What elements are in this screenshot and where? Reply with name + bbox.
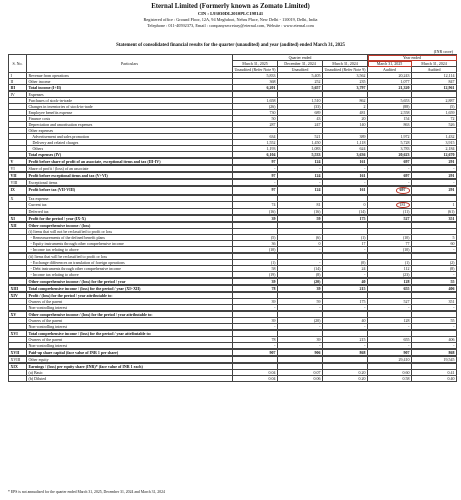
row-value: (6) [278,235,323,241]
row-value: 154 [368,116,412,122]
row-value: 1,972 [368,134,412,140]
row-value-cell [368,187,412,195]
circled-value: 697 [396,187,410,194]
row-value: 215 [323,337,368,343]
row-label: (ii) Items that will be reclassified to profit or loss [27,254,233,260]
row-value: 0.20 [323,376,368,382]
row-value: 39 [233,216,278,222]
row-value: 1,193 [233,146,278,152]
row-value: 12,114 [412,73,457,79]
row-value: 1,083 [278,146,323,152]
row-label: - Debt instruments through other comprehensive income [27,266,233,272]
row-label: Share of profit / (loss) of an associate [27,166,233,172]
row-value: 175 [323,216,368,222]
row-value: 6,201 [233,85,278,91]
row-label: Other expenses [27,128,233,134]
row-value: 1,118 [323,140,368,146]
col-status: Unaudited (Refer Note 9) [233,67,278,73]
results-rows [9,73,457,382]
row-value: 0.04 [233,376,278,382]
row-value-cell [368,201,412,209]
row-value: 1,450 [278,140,323,146]
row-value: 0.04 [233,370,278,376]
row-label: Non-controlling interest [27,343,233,349]
quarter-ended-header: Quarter ended [233,55,368,61]
row-number: I [9,73,27,79]
row-label: Depreciation and amortisation expenses [27,122,233,128]
row-value: 161 [323,159,368,165]
row-value: 175 [323,299,368,305]
row-value: 527 [368,216,412,222]
row-value: 12,961 [412,85,457,91]
row-value: 868 [412,350,457,356]
row-value: (5) [412,104,457,110]
row-value: 2,558 [368,110,412,116]
row-label: Total income (I+II) [27,85,233,91]
row-value: 0.07 [278,370,323,376]
row-label: Total comprehensive income / (loss) for the period / year attributable to: [27,331,233,337]
row-value: 5,833 [233,73,278,79]
row-value: 39 [278,337,323,343]
row-label: Other equity [27,357,233,363]
row-number: V [9,159,27,165]
row-value: 5,728 [368,140,412,146]
row-value: 481 [323,110,368,116]
row-value: - [323,180,368,186]
row-value: 59 [278,299,323,305]
row-value: (10) [368,247,412,253]
row-value: 389 [323,134,368,140]
row-value: 39 [233,299,278,305]
row-label: - Exchange differences on translation of foreign operations [27,260,233,266]
row-label: Owners of the parent [27,337,233,343]
row-value: 12,670 [412,152,457,158]
row-label: (b) Diluted [27,376,233,382]
row-value: (33) [278,104,323,110]
row-value: (16) [233,209,278,215]
row-value: - [323,247,368,253]
row-label: Non-controlling interest [27,324,233,330]
row-label: Total expenses (IV) [27,152,233,158]
row-value: - [278,166,323,172]
row-value: - [412,305,457,311]
statement-title: Statement of consolidated financial results for the quarter (unaudited) and year (audited) ended March 31, 2025 [116,43,345,48]
row-value: 60 [412,241,457,247]
row-value: 1,659 [412,110,457,116]
col-date: March 31, 2024 [323,61,368,67]
row-value: 124 [278,159,323,165]
row-value: 128 [368,318,412,324]
row-value: 1,432 [412,134,457,140]
row-value: 368 [233,79,278,85]
row-value: 1,077 [368,79,412,85]
row-value: (8) [278,272,323,278]
row-value: - [412,324,457,330]
row-value: - [323,166,368,172]
row-value: 3,797 [323,85,368,91]
row-value: 124 [278,173,323,179]
row-value: 3,783 [368,146,412,152]
footnote: * EPS is not annualised for the quarter ended March 31, 2025, December 31, 2024 and March 31, 2024 [8,490,165,494]
row-value: 235 [323,79,368,85]
row-value: 17 [323,241,368,247]
row-value: 689 [278,110,323,116]
row-value: 5,533 [278,152,323,158]
row-value: (88) [368,104,412,110]
row-value: 1,658 [233,98,278,104]
row-value: - [412,166,457,172]
row-value: 0.40 [412,376,457,382]
row-number: VI [9,166,27,172]
row-value: 20,623 [368,152,412,158]
col-status: Unaudited [278,67,323,73]
row-value: 291 [412,187,457,195]
row-value: 406 [412,337,457,343]
row-value: 730 [233,110,278,116]
row-number: IX [9,187,27,195]
row-value: (61) [412,209,457,215]
row-label: Non-controlling interest [27,305,233,311]
row-value: 0 [323,201,368,209]
row-value: 29,410 [368,357,412,363]
table-row [9,187,457,195]
row-label: Other income [27,79,233,85]
row-number: III [9,85,27,91]
row-number: XII [9,223,27,229]
row-value: 906 [278,350,323,356]
row-value: 526 [412,122,457,128]
row-number: X [9,195,27,201]
row-value: 634 [233,134,278,140]
row-value: 97 [233,173,278,179]
row-label: - Equity instruments through other comprehensive income [27,241,233,247]
row-label: Deferred tax [27,209,233,215]
row-value: 527 [368,299,412,305]
row-value: 24 [323,266,368,272]
row-value: 40 [323,318,368,324]
row-value: 351 [412,299,457,305]
row-value: - [233,324,278,330]
row-label: Profit for the period / year (IX-X) [27,216,233,222]
row-value: 5,405 [278,73,323,79]
row-label: Current tax [27,201,233,209]
row-label: Earnings / (loss) per equity share (INR)* (face value of INR 1 each) [27,364,233,370]
row-value: 77 [368,241,412,247]
row-value: (23) [368,272,412,278]
row-label: - Remeasurements of the defined benefit plans [27,235,233,241]
row-value: - [278,305,323,311]
row-number: XVIII [9,357,27,363]
row-value: 97 [233,187,278,195]
row-value: - [368,305,412,311]
row-value: 161 [323,173,368,179]
row-value: 0.06 [278,376,323,382]
row-value: 140 [323,122,368,128]
row-label: Profit / (loss) for the period / year attributable to: [27,293,233,299]
row-label: Delivery and related charges [27,140,233,146]
row-value: 58 [233,266,278,272]
row-value: 39 [233,318,278,324]
row-value: 0 [278,241,323,247]
row-value: 43 [278,116,323,122]
row-label: Owners of the parent [27,299,233,305]
row-value: (10) [368,235,412,241]
row-value: 0.60 [368,370,412,376]
circled-value: 181 [396,202,410,209]
row-value: - [368,343,412,349]
row-value: 72 [412,116,457,122]
row-label: - Income tax relating to above [27,272,233,278]
row-value: 5 [412,235,457,241]
cin: CIN : L93030DL2010PLC198141 [197,11,264,16]
row-value: 161 [323,187,368,195]
row-label: Tax expense: [27,195,233,201]
row-value: - [323,324,368,330]
row-label: Finance costs [27,116,233,122]
row-label: Others [27,146,233,152]
row-label: (a) Basic [27,370,233,376]
row-value: 1,552 [233,140,278,146]
row-value: - [233,166,278,172]
row-label: Advertisement and sales promotion [27,134,233,140]
row-value: (20) [278,318,323,324]
row-value: - [412,272,457,278]
row-value: 907 [233,350,278,356]
col-status: Audited [368,67,412,73]
row-number: II [9,79,27,85]
row-value: - [412,180,457,186]
row-label: Expenses [27,92,233,98]
row-value: 2,184 [412,146,457,152]
row-value: 39 [233,279,278,285]
row-label: Profit before tax (VII-VIII) [27,187,233,195]
row-value: 862 [323,98,368,104]
row-value: 0.41 [412,370,457,376]
row-value: 215 [323,286,368,292]
row-value: 291 [412,159,457,165]
row-number: VII [9,173,27,179]
row-value: (5) [233,235,278,241]
row-value: - [368,180,412,186]
row-value: - [233,305,278,311]
row-value: - [368,324,412,330]
row-value: 19,545 [412,357,457,363]
row-value: 74 [233,201,278,209]
row-label: (i) Items that will not be reclassified to profit or loss [27,229,233,235]
row-value: 624 [323,146,368,152]
col-date: December 31, 2024 [278,61,323,67]
row-number: XI [9,216,27,222]
particulars-header: Particulars [27,55,233,73]
row-value: 2,887 [412,98,457,104]
row-value: - [278,343,323,349]
row-number: XIX [9,364,27,370]
row-value: 3,562 [323,73,368,79]
row-value: - [323,305,368,311]
row-label: Other comprehensive income / (loss) for the period / year attributable to: [27,312,233,318]
row-value: (26) [233,104,278,110]
col-status: Unaudited (Refer Note 9) [323,67,368,73]
row-value: - [323,343,368,349]
year-ended-header: Year ended [368,55,457,61]
row-value: 21,320 [368,85,412,91]
row-number: XVI [9,331,27,337]
row-value: 252 [278,79,323,85]
row-value: 655 [368,286,412,292]
row-value: 406 [412,286,457,292]
row-value: 36 [233,241,278,247]
row-value: (14) [323,209,368,215]
row-value: (10) [233,247,278,253]
row-value: (1) [323,235,368,241]
table-row [9,201,457,209]
row-value: 20 [323,116,368,122]
contact-line: Telephone : 011-40592373, Email : companysecretary@eternal.com, Website : www.eternal.com [147,23,314,28]
row-value: 20,243 [368,73,412,79]
row-label: Other comprehensive income / (loss) [27,223,233,229]
row-value: 6,104 [233,152,278,158]
row-value: - [368,166,412,172]
row-value: 39 [278,286,323,292]
row-value: 97 [233,159,278,165]
row-value: - [278,260,323,266]
row-value: - [412,343,457,349]
row-value: 112 [368,266,412,272]
row-value: 868 [323,350,368,356]
row-value: 697 [368,173,412,179]
row-value: (14) [278,266,323,272]
row-number: XIV [9,293,27,299]
row-value: 5,657 [278,85,323,91]
row-value: - [412,247,457,253]
row-label: Purchases of stock-in-trade [27,98,233,104]
row-value: (1) [368,260,412,266]
row-value: 78 [233,286,278,292]
currency-note: (INR crore) [433,49,453,54]
table-row [9,376,457,382]
row-value: 863 [368,122,412,128]
row-number: XVII [9,350,27,356]
row-number [9,376,27,382]
row-value: 291 [412,173,457,179]
row-value: 907 [368,350,412,356]
row-value: 3,915 [412,140,457,146]
row-value: 247 [278,122,323,128]
row-value: 5,653 [368,98,412,104]
row-label: Employee benefits expense [27,110,233,116]
row-value: 521 [278,134,323,140]
row-value: (2) [412,260,457,266]
row-value: 0.58 [368,376,412,382]
row-label: Revenue from operations [27,73,233,79]
col-status: Audited [412,67,457,73]
results-table [8,54,457,382]
row-number: XIII [9,286,27,292]
col-date: March 31, 2025 [233,61,278,67]
row-value: 124 [278,187,323,195]
row-value: 55 [412,279,457,285]
row-value: (1) [233,260,278,266]
row-label: Other comprehensive income / (loss) for the period / year [27,279,233,285]
row-value: 3,636 [323,152,368,158]
row-label: Exceptional items [27,180,233,186]
row-value: 40 [323,279,368,285]
row-value: (19) [233,272,278,278]
row-value: - [323,272,368,278]
registered-office: Registered office : Ground Floor, 12A, 94 Meghdoot, Nehru Place, New Delhi - 110019, Delhi, India [143,17,318,22]
row-label: Paid-up share capital (face value of INR 1 per share) [27,350,233,356]
sno-header: S. No. [9,55,27,73]
row-label: Profit before exceptional items and tax (V+VI) [27,173,233,179]
col-date: March 31, 2024 [412,61,457,67]
row-number: VIII [9,180,27,186]
row-value: - [233,180,278,186]
row-value: (20) [278,279,323,285]
row-value: 2 [323,104,368,110]
row-value: 1 [412,201,457,209]
row-value: - [233,343,278,349]
row-value: - [278,324,323,330]
row-number: XV [9,312,27,318]
row-number: IV [9,92,27,98]
row-value: (11) [368,209,412,215]
row-value: 847 [412,79,457,85]
row-value: 351 [412,216,457,222]
row-value: (16) [278,209,323,215]
row-label: Owners of the parent [27,318,233,324]
row-label: Changes in inventories of stock-in-trade [27,104,233,110]
row-value: - [278,247,323,253]
row-value: (0) [323,260,368,266]
row-value: - [278,180,323,186]
row-value: 655 [368,337,412,343]
row-value: 128 [368,279,412,285]
row-value: 1,510 [278,98,323,104]
row-label: Total comprehensive income / (loss) for the period / year (XI+XII) [27,286,233,292]
row-value: 78 [233,337,278,343]
row-number [9,201,27,209]
row-value: 697 [368,159,412,165]
row-value: (8) [412,266,457,272]
row-value: 81 [278,201,323,209]
row-value: 59 [278,216,323,222]
row-value: 287 [233,122,278,128]
row-label: Profit before share of profit of an associate, exceptional items and tax (III-IV) [27,159,233,165]
row-value: 55 [412,318,457,324]
row-value: 50 [233,116,278,122]
company-name: Eternal Limited (Formerly known as Zomato Limited) [151,3,310,10]
row-label: - Income tax relating to above [27,247,233,253]
col-date-highlighted: March 31, 2025 [368,61,412,67]
row-value: 0.20 [323,370,368,376]
